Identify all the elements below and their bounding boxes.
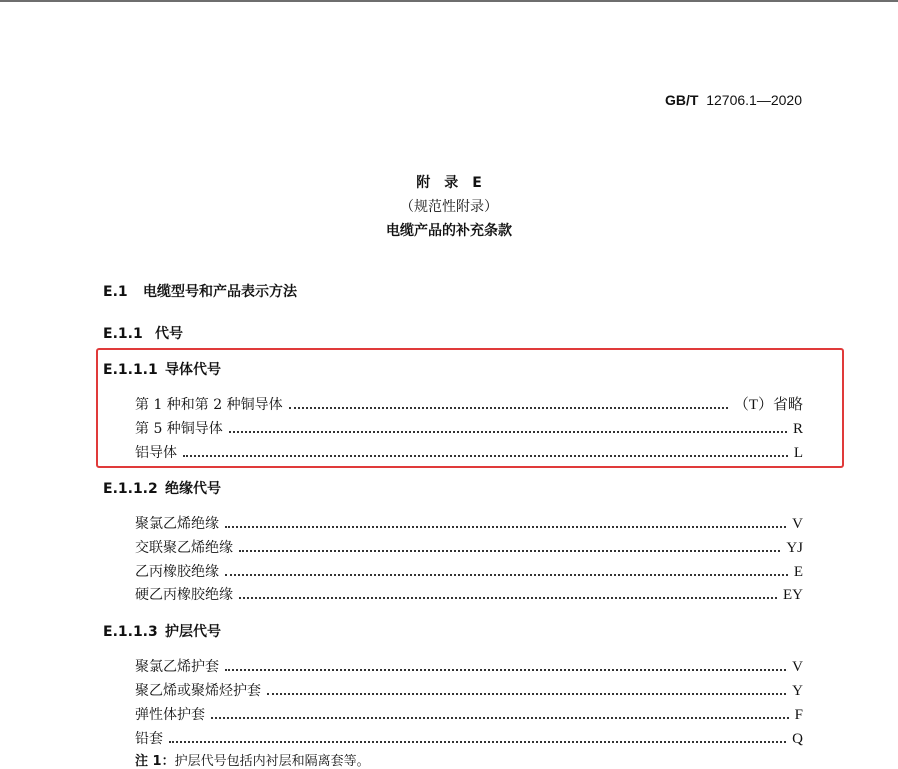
- standard-code: 12706.1—2020: [706, 92, 802, 108]
- footnote: [135, 750, 370, 769]
- section-title: 导体代号: [165, 362, 221, 378]
- list-item: 交联聚乙烯绝缘 YJ: [135, 540, 803, 556]
- annex-title: 附 录 E: [416, 175, 482, 191]
- list-item: 硬乙丙橡胶绝缘 EY: [135, 587, 803, 603]
- section-title: 绝缘代号: [165, 481, 221, 497]
- leader-dots: [169, 741, 786, 743]
- section-number: E.1.1.2: [103, 481, 158, 497]
- section-e11-heading: [103, 323, 183, 343]
- leader-dots: [225, 669, 786, 671]
- list-item: 第 1 种和第 2 种铜导体 （T）省略: [135, 397, 803, 413]
- section-e112-heading: [103, 478, 221, 498]
- annex-type: （规范性附录）: [400, 199, 498, 215]
- standard-number: [665, 92, 802, 108]
- section-e113-heading: [103, 621, 221, 641]
- top-border-line: [0, 0, 898, 2]
- list-item: 弹性体护套 F: [135, 707, 803, 723]
- section-title: 电缆型号和产品表示方法: [143, 284, 297, 300]
- list-item: 铝导体 L: [135, 445, 803, 461]
- section-number: E.1.1: [103, 326, 143, 342]
- highlight-box: [96, 348, 844, 468]
- list-item: 聚氯乙烯绝缘 V: [135, 516, 803, 532]
- leader-dots: [267, 693, 786, 695]
- list-item: 第 5 种铜导体 R: [135, 421, 803, 437]
- standard-prefix: GB/T: [665, 92, 699, 108]
- section-number: E.1: [103, 284, 128, 300]
- note-text: 护层代号包括内衬层和隔离套等。: [174, 754, 370, 769]
- leader-dots: [211, 717, 789, 719]
- leader-dots: [225, 574, 788, 576]
- list-item: 铅套 Q: [135, 731, 803, 747]
- section-title: 代号: [155, 326, 183, 342]
- list-item: 聚乙烯或聚烯烃护套 Y: [135, 683, 803, 699]
- section-e1-heading: [103, 281, 297, 301]
- section-title: 护层代号: [165, 624, 221, 640]
- list-item: 聚氯乙烯护套 V: [135, 659, 803, 675]
- list-item: 乙丙橡胶绝缘 E: [135, 564, 803, 580]
- section-number: E.1.1.1: [103, 362, 158, 378]
- section-number: E.1.1.3: [103, 624, 158, 640]
- leader-dots: [239, 597, 777, 599]
- leader-dots: [225, 526, 786, 528]
- leader-dots: [239, 550, 780, 552]
- note-prefix: 注 1：: [135, 754, 175, 769]
- annex-subtitle: 电缆产品的补充条款: [386, 223, 512, 239]
